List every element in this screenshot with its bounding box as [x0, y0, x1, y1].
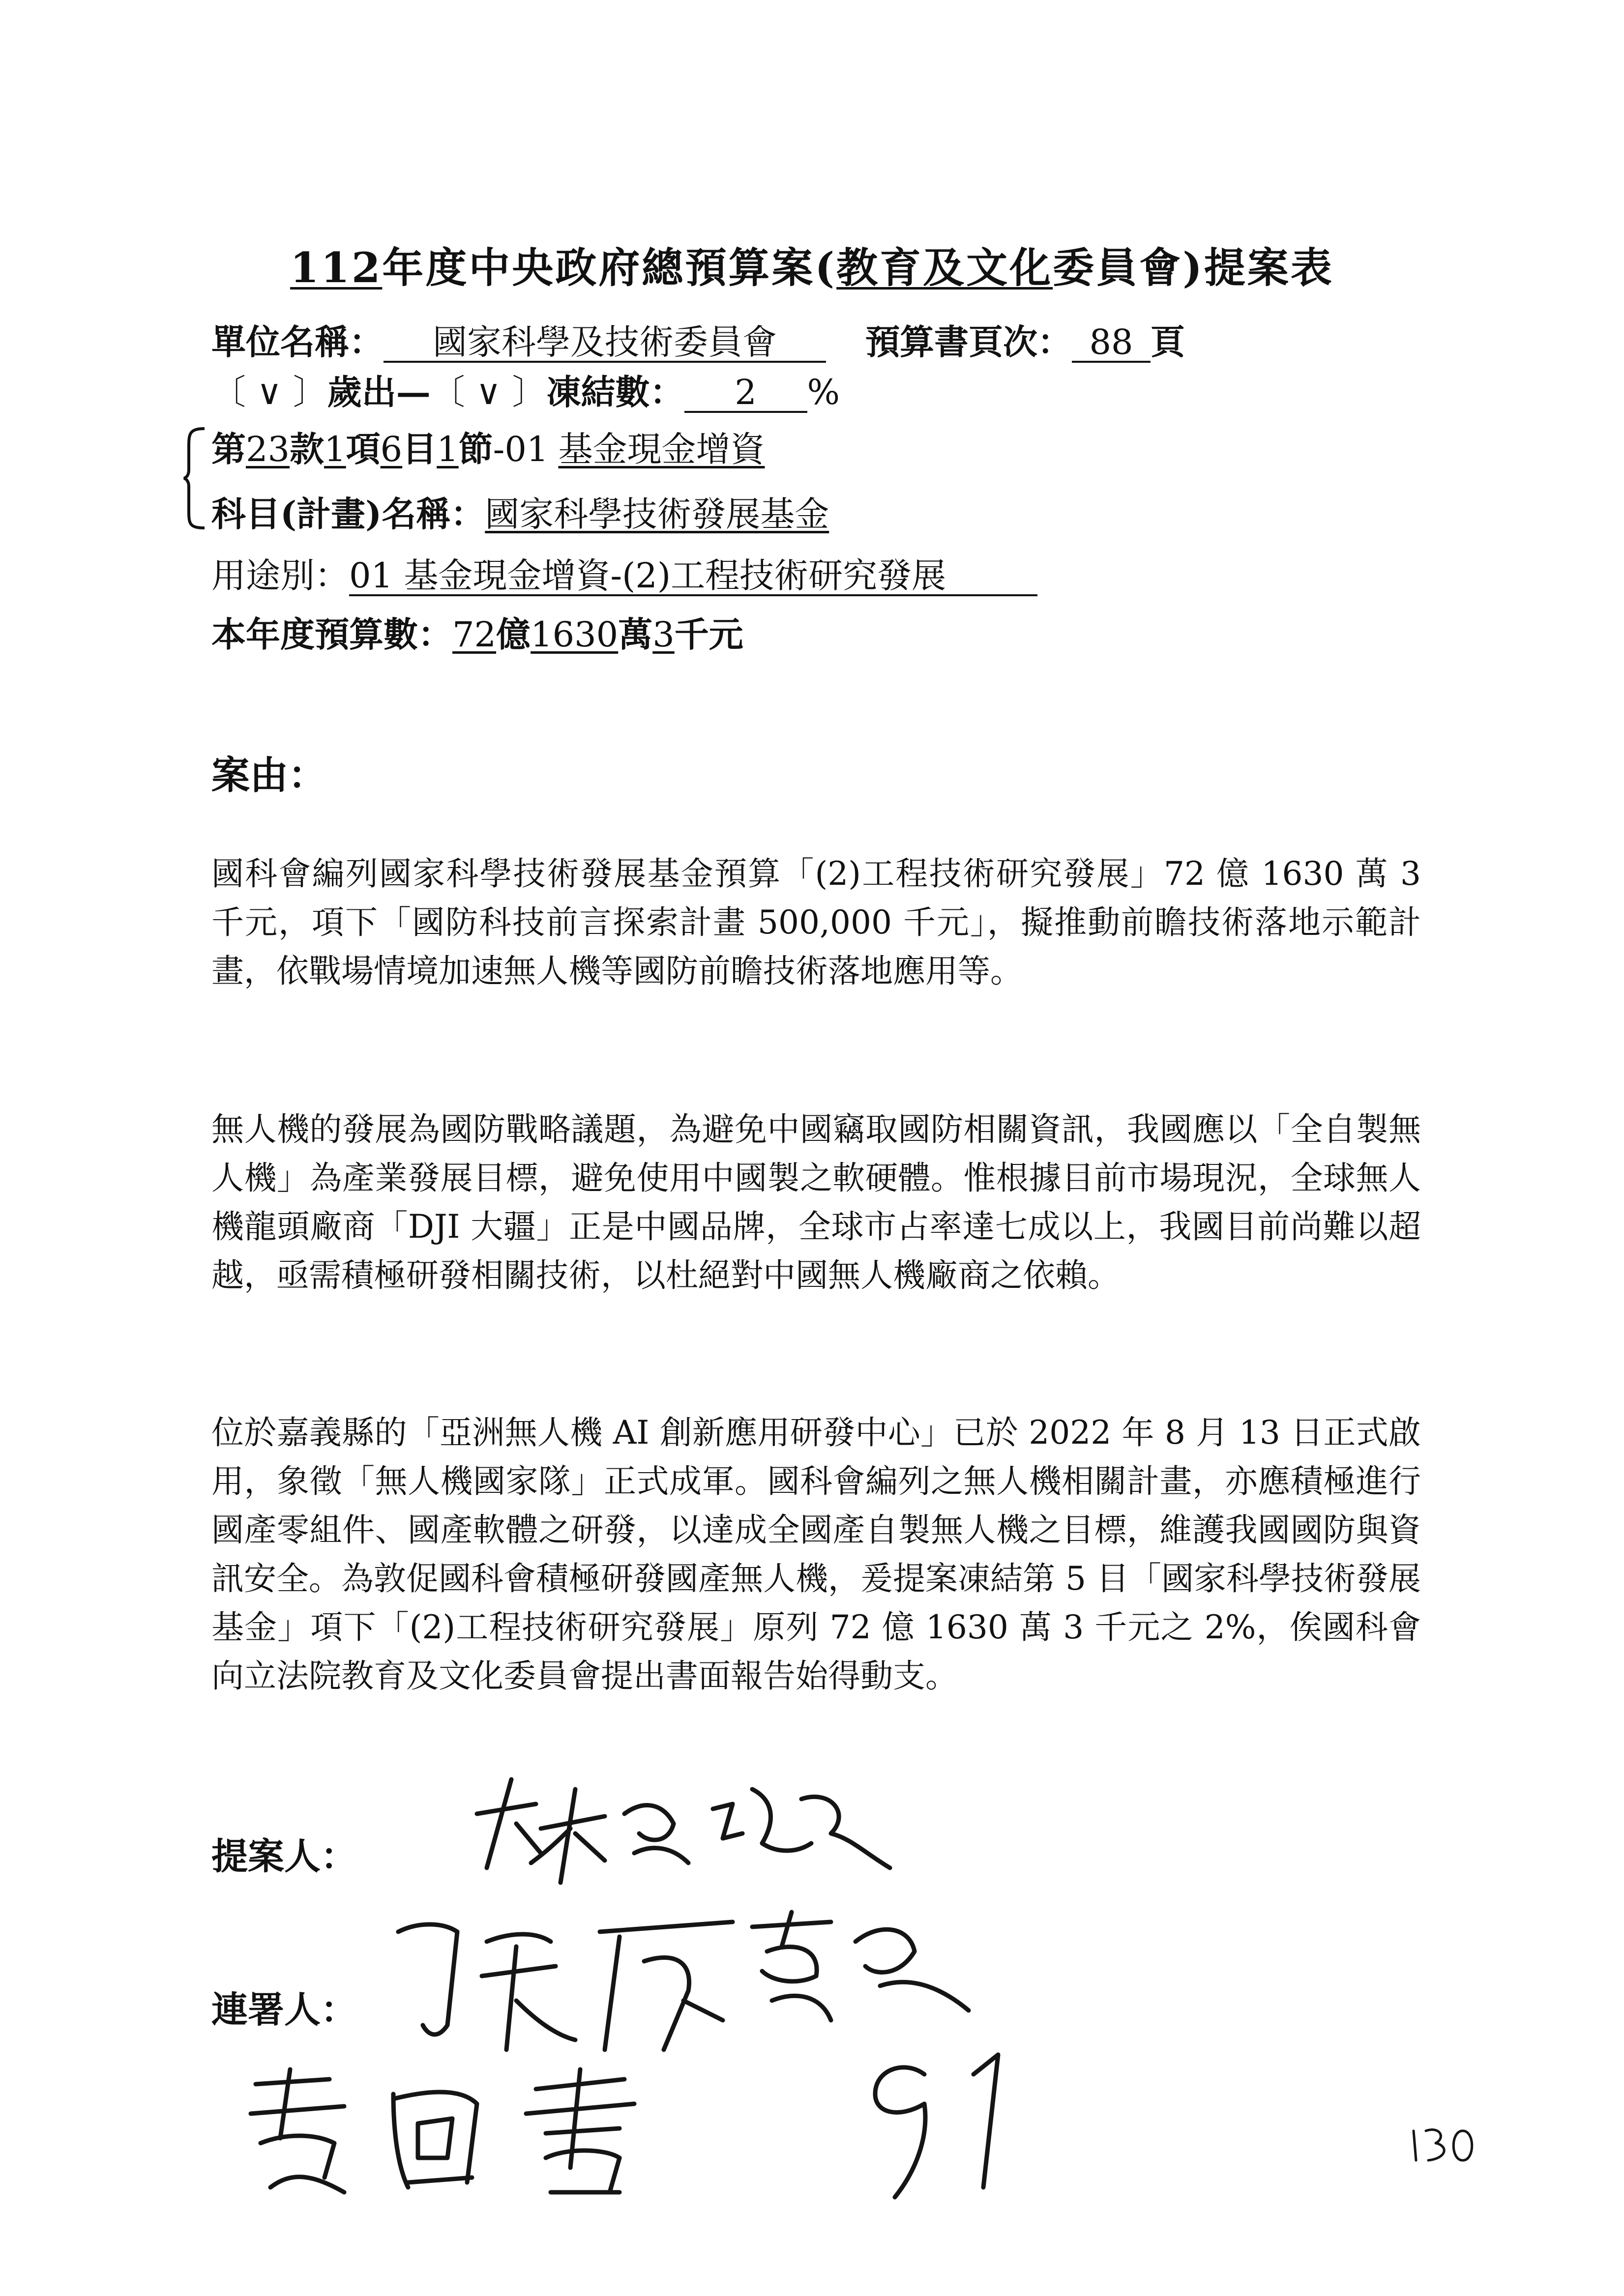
- freeze-check: 〔 ∨ 〕: [430, 372, 547, 412]
- freeze-line: [211, 365, 840, 414]
- page-mark: [1406, 2121, 1485, 2165]
- subject-label: 科目(計畫)名稱：: [211, 494, 485, 534]
- reason-paragraph-2: 無人機的發展為國防戰略議題，為避免中國竊取國防相關資訊，我國應以「全自製無人機」為產業發展目標，避免使用中國製之軟硬體。惟根據目前市場現況，全球無人機龍頭廠商「DJI 大疆」正是中國品牌，全球市占率達七成以上，我國目前尚難以超越，亟需積極研發相關技術，以杜絕對中國無人機廠商之依賴。: [211, 1110, 1421, 1294]
- jie-value: 1: [437, 429, 459, 469]
- reason-paragraph-3: 位於嘉義縣的「亞洲無人機 AI 創新應用研發中心」已於 2022 年 8 月 13 日正式啟用，象徵「無人機國家隊」正式成軍。國科會編列之無人機相關計畫，亦應積極進行國產零組件、國產軟體之研發，以達成全國產自製無人機之目標，維護我國國防與資訊安全。為敦促國科會積極研發國產無人機，爰提案凍結第 5 目「國家科學技術發展基金」項下「(2)工程技術研究發展」原列 72 億 1630 萬 3 千元之 2%，俟國科會向立法院教育及文化委員會提出書面報告始得動支。: [211, 1414, 1421, 1695]
- title-end: )提案表: [1182, 243, 1334, 292]
- subject-line: [211, 487, 829, 536]
- title-committee-suffix: 委員會: [1053, 243, 1183, 292]
- budget-qian-value: 3: [652, 614, 675, 655]
- item-prefix: 第: [211, 429, 246, 469]
- jie-name: 基金現金增資: [558, 429, 765, 469]
- budget-wan-value: 1630: [531, 614, 619, 655]
- freeze-label: 凍結數：: [546, 372, 684, 412]
- xiang-label: 項: [346, 429, 381, 469]
- mu-value: 6: [380, 429, 403, 469]
- title-text: 年度中央政府總預算案(: [382, 243, 837, 292]
- budget-label: 本年度預算數：: [211, 614, 452, 655]
- page-ref-label: 預算書頁次：: [865, 321, 1072, 362]
- kuan-value: 23: [246, 429, 290, 469]
- jie-label: 節: [458, 429, 493, 469]
- subject-value: 國家科學技術發展基金: [485, 494, 829, 534]
- proposer-label: 提案人：: [211, 1835, 357, 1878]
- page-ref-value: 88: [1072, 324, 1151, 363]
- use-label: 用途別：: [211, 555, 349, 596]
- jie-code: -01: [493, 429, 549, 469]
- form-title: [0, 235, 1624, 294]
- expenditure-check: 〔 ∨ 〕: [211, 372, 327, 412]
- cosigner-2-signature: [231, 2060, 698, 2207]
- unit-line: [211, 315, 1185, 364]
- budget-item-line: [211, 422, 765, 471]
- budget-yi-value: 72: [452, 614, 497, 655]
- xiang-value: 1: [324, 429, 346, 469]
- cosigner-label: 連署人：: [211, 1989, 357, 2031]
- kuan-label: 款: [290, 429, 325, 469]
- use-value: 01 基金現金增資-(2)工程技術研究發展: [349, 558, 1037, 596]
- handwritten-count: [851, 2040, 1037, 2207]
- unit-label: 單位名稱：: [211, 321, 384, 362]
- mu-label: 目: [402, 429, 437, 469]
- use-line: [211, 548, 1037, 598]
- budget-wan-label: 萬: [618, 614, 653, 655]
- proposer-signature: [457, 1770, 924, 1897]
- budget-qian-label: 千元: [674, 614, 743, 655]
- freeze-value: 2: [684, 375, 807, 413]
- bracket-mark: [183, 427, 207, 530]
- title-committee: 教育及文化: [836, 243, 1053, 292]
- reason-heading: 案由：: [211, 753, 327, 798]
- unit-value: 國家科學及技術委員會: [384, 324, 826, 363]
- page-ref-unit: 頁: [1151, 321, 1185, 362]
- freeze-unit: %: [807, 372, 840, 412]
- budget-yi-label: 億: [496, 614, 531, 655]
- title-year: 112: [290, 243, 383, 292]
- reason-paragraph-1: 國科會編列國家科學技術發展基金預算「(2)工程技術研究發展」72 億 1630 萬 3 千元，項下「國防科技前言探索計畫 500,000 千元」，擬推動前瞻技術落地示範計畫，依戰場情境加速無人機等國防前瞻技術落地應用等。: [211, 855, 1421, 990]
- budget-amount-line: [211, 607, 743, 657]
- expenditure-label: 歲出—: [327, 372, 431, 412]
